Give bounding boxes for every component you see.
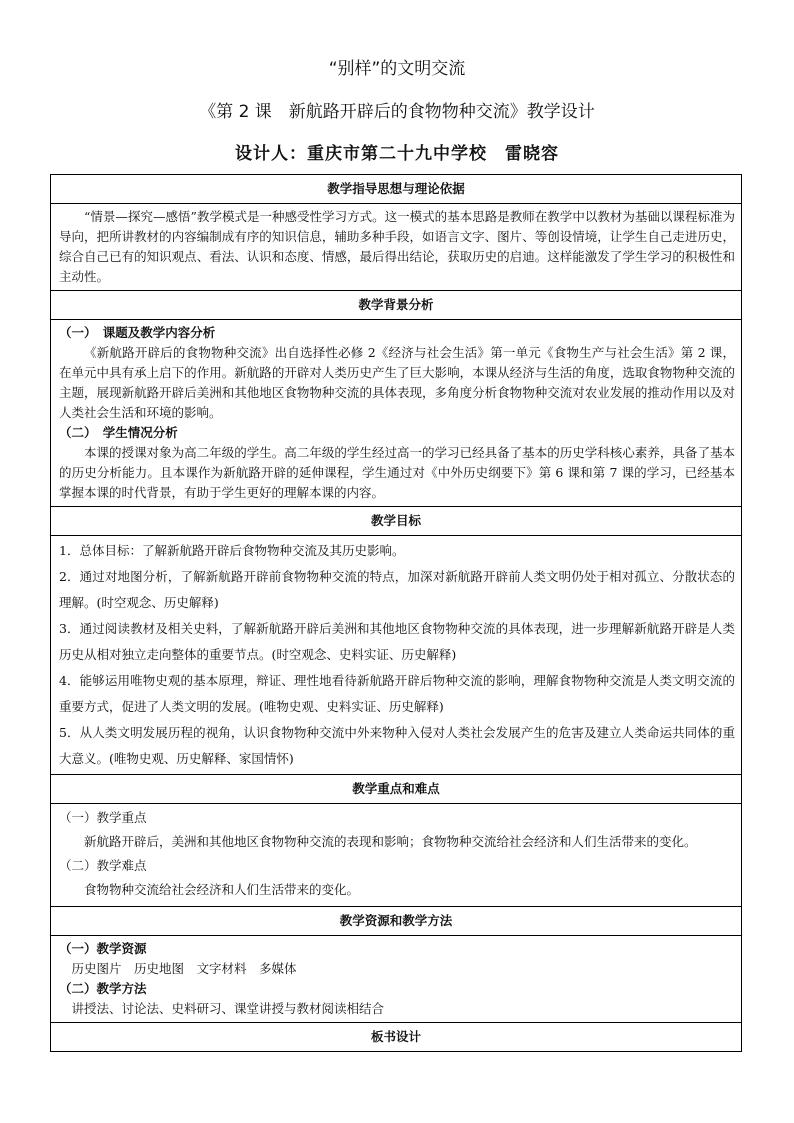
background-sub2-text: 本课的授课对象为高二年级的学生。高二年级的学生经过高一的学习已经具备了基本的历史学科核心素养，具备了基本的历史分析能力。且本课作为新航路开辟的延伸课程，学生通过对《中外历史纲要下》第 6 课和第 7 课的学习，已经基本掌握本课的时代背景，有助于学生更好的理解本课的内容。: [59, 445, 735, 500]
designer-line: 设计人：重庆市第二十九中学校 雷晓容: [235, 144, 559, 164]
section-heading-keys: 教学重点和难点: [51, 774, 741, 803]
section-heading-guide: 教学指导思想与理论依据: [327, 181, 465, 196]
section-body-goals: [51, 535, 741, 774]
background-sub1-title: （一） 课题及教学内容分析: [59, 325, 216, 340]
keys-sub2-title: （二）教学难点: [59, 858, 147, 873]
lesson-title: 《第 2 课 新航路开辟后的食物物种交流》教学设计: [199, 102, 595, 122]
goal-item-1: 1．总体目标：了解新航路开辟后食物物种交流及其历史影响。: [59, 543, 405, 558]
keys-sub2-text: 食物物种交流给社会经济和人们生活带来的变化。: [84, 882, 360, 897]
resources-sub2-title: （二）教学方法: [59, 981, 147, 996]
section-heading-resources: 教学资源和教学方法: [51, 906, 741, 935]
background-sub2-title: （二） 学生情况分析: [59, 425, 178, 440]
section-heading-board: 板书设计: [51, 1022, 741, 1051]
goal-item-2: 2．通过对地图分析，了解新航路开辟前食物物种交流的特点，加深对新航路开辟前人类文明仍处于相对孤立、分散状态的理解。(时空观念、历史解释): [59, 569, 735, 610]
section-heading-background: 教学背景分析: [51, 290, 741, 319]
section-body-keys: [51, 803, 741, 906]
guide-paragraph: “情景—探究—感悟”教学模式是一种感受性学习方式。这一模式的基本思路是教师在教学中以教材为基础以课程标准为导向，把所讲教材的内容编制成有序的知识信息，辅助多种手段，如语言文字、图片、等创设情境，让学生自己走进历史，综合自己已有的知识观点、看法、认识和态度、情感，最后得出结论，获取历史的启迪。这样能激发了学生学习的积极性和主动性。: [59, 209, 735, 284]
section-heading-goals: 教学目标: [51, 506, 741, 535]
goal-item-3: 3．通过阅读教材及相关史料，了解新航路开辟后美洲和其他地区食物物种交流的具体表现，进一步理解新航路开辟是人类历史从相对独立走向整体的重要节点。(时空观念、史料实证、历史解释): [59, 621, 735, 662]
background-sub1-text: 《新航路开辟后的食物物种交流》出自选择性必修 2《经济与社会生活》第一单元《食物生产与社会生活》第 2 课，在单元中具有承上启下的作用。新航路的开辟对人类历史产生了巨大影响，本课从经济与生活的角度，选取食物物种交流的主题，展现新航路开辟后美洲和其他地区食物物种交流的具体表现，多角度分析食物物种交流对农业发展的推动作用以及对人类社会生活和环境的影响。: [59, 345, 735, 420]
keys-sub1-text: 新航路开辟后，美洲和其他地区食物物种交流的表现和影响；食物物种交流给社会经济和人们生活带来的变化。: [84, 834, 697, 849]
resources-sub2-text: 讲授法、讨论法、史料研习、课堂讲授与教材阅读相结合: [71, 1001, 385, 1016]
resources-sub1-title: （一）教学资源: [59, 941, 147, 956]
lesson-plan-table: [50, 174, 742, 1052]
goal-item-5: 5．从人类文明发展历程的视角，认识食物物种交流中外来物种入侵对人类社会发展产生的危害及建立人类命运共同体的重大意义。(唯物史观、历史解释、家国情怀): [59, 725, 735, 766]
keys-sub1-title: （一）教学重点: [59, 810, 147, 825]
section-body-background: [51, 319, 741, 506]
document-title: “别样”的文明交流: [328, 59, 466, 79]
title-block: [0, 52, 794, 172]
resources-sub1-text: 历史图片 历史地图 文字材料 多媒体: [71, 961, 297, 976]
section-body-guide: [51, 203, 741, 290]
goal-item-4: 4．能够运用唯物史观的基本原理，辩证、理性地看待新航路开辟后物种交流的影响，理解食物物种交流是人类文明交流的重要方式，促进了人类文明的发展。(唯物史观、史料实证、历史解释): [59, 673, 735, 714]
section-body-resources: [51, 935, 741, 1022]
